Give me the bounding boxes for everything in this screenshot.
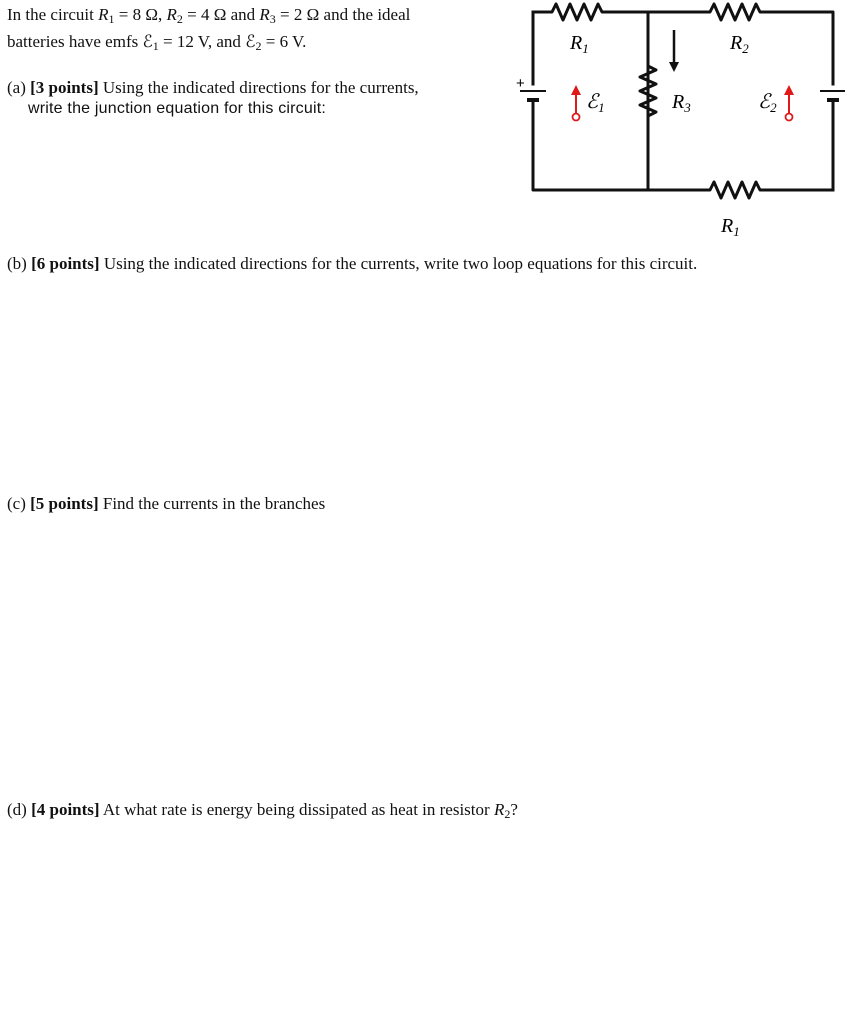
part-d-r-subscript: 2 [504,807,511,821]
e1-subscript: 1 [152,39,159,53]
r3-symbol: R [259,5,270,24]
resistor-r1-top [533,4,648,20]
e2-subscript: 2 [255,39,262,53]
part-b-label: (b) [7,254,32,273]
battery-e1-plates [520,91,546,100]
battery-plus-sign: + [516,75,525,92]
emf-arrow-e2 [784,85,794,121]
e2-value: = 6 V. [261,32,307,51]
part-d [7,799,518,820]
r2-symbol: R [166,5,177,24]
label-r2-top: $R_2$ [730,32,749,56]
label-e1: ℰ$_1$ [586,91,605,115]
label-r1-top: $R_1$ [570,32,589,56]
e2-symbol: ℰ [245,32,256,51]
emf-arrow-e1 [571,85,581,121]
part-d-text: At what rate is energy being dissipated as heat in resistor [99,800,494,819]
part-b-text: Using the indicated directions for the currents, write two loop equations for this circuit. [99,254,698,273]
intro-text: In the circuit [7,5,99,24]
r1-value: = 8 Ω, [114,5,167,24]
part-a-line-1 [7,77,419,98]
label-r3: $R_3$ [672,91,691,115]
label-r1-bottom: $R_1$ [721,215,740,239]
r2-subscript: 2 [176,12,183,26]
resistor-r1-bottom [648,182,833,198]
r2-value: = 4 Ω and [182,5,260,24]
r1-symbol: R [98,5,109,24]
part-a-line-2 [28,98,326,119]
part-d-end: ? [510,800,518,819]
intro-text-2: batteries have emfs [7,32,143,51]
part-c-points: [5 points] [30,494,99,513]
part-d-points: [4 points] [31,800,100,819]
r1-subscript: 1 [108,12,115,26]
part-c-text: Find the currents in the branches [98,494,326,513]
r3-subscript: 3 [269,12,276,26]
part-a-text-2: write the junction equation for this circuit: [28,100,327,117]
label-e2: ℰ$_2$ [758,91,777,115]
current-arrow-down [669,30,679,72]
e1-symbol: ℰ [142,32,153,51]
intro-line-1 [7,4,410,25]
part-b [7,253,697,274]
part-d-label: (d) [7,800,32,819]
r3-value: = 2 Ω and the ideal [275,5,411,24]
circuit-diagram [508,0,845,245]
part-b-points: [6 points] [31,254,100,273]
part-c [7,493,325,514]
intro-line-2 [7,31,306,52]
part-c-label: (c) [7,494,31,513]
part-a-text: Using the indicated directions for the currents, [98,78,419,97]
part-a-points: [3 points] [30,78,99,97]
resistor-r3-mid [640,12,656,190]
part-d-r-symbol: R [493,800,505,819]
battery-e2-plates [820,91,845,100]
e1-value: = 12 V, and [158,32,246,51]
part-a-label: (a) [7,78,31,97]
